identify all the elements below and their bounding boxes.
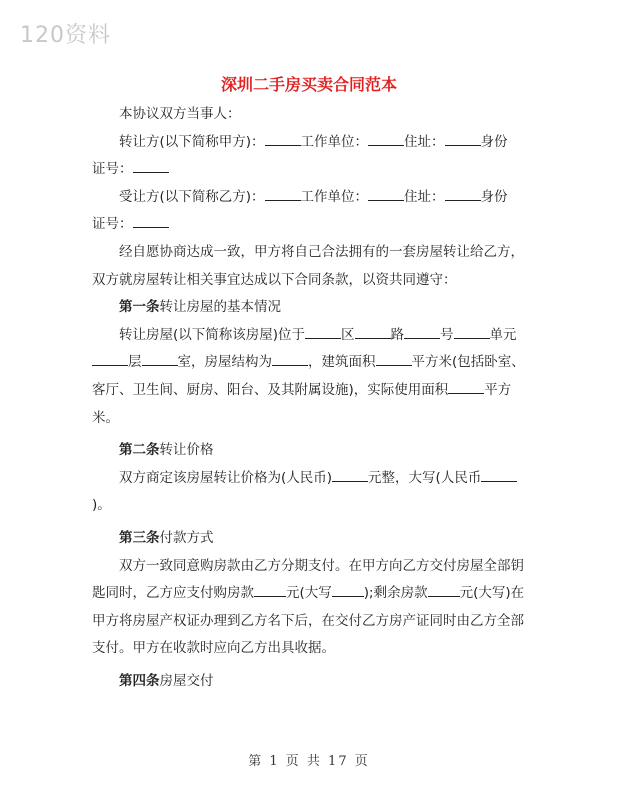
article-3-heading: 第三条付款方式 <box>119 529 214 546</box>
blank-field <box>368 186 404 201</box>
blank-field <box>133 158 169 173</box>
article-number: 第三条 <box>119 529 160 546</box>
article-2-body: 双方商定该房屋转让价格为(人民币) 元整，大写(人民币)。 <box>92 465 532 520</box>
blank-field <box>404 324 440 339</box>
document-title: 深圳二手房买卖合同范本 <box>220 75 397 94</box>
watermark-logo: 120资料 <box>20 23 111 48</box>
article-3-body: 双方一致同意购房款由乙方分期支付。在甲方向乙方交付房屋全部钥匙同时，乙方应支付购房款 元(大写 );剩余房款 元(大写)在甲方将房屋产权证办理到乙方名下后，在交付乙方房产证同时由乙方全部支付。甲方在收款时应向乙方出具收据。 <box>92 557 525 657</box>
parties-intro: 本协议双方当事人： <box>119 106 241 122</box>
blank-field <box>376 351 412 366</box>
transferee-id-line: 证号： <box>92 211 532 239</box>
blank-field <box>428 582 460 597</box>
blank-field <box>355 324 391 339</box>
transferee-line: 受让方(以下简称乙方)： 工作单位： 住址： 身份 <box>92 184 532 212</box>
blank-field <box>445 131 481 146</box>
blank-field <box>265 131 301 146</box>
article-number: 第四条 <box>119 672 160 689</box>
blank-field <box>265 186 301 201</box>
blank-field <box>481 467 517 482</box>
blank-field <box>254 582 286 597</box>
blank-field <box>448 379 484 394</box>
blank-field <box>133 213 169 228</box>
article-number: 第二条 <box>119 442 160 459</box>
page-footer: 第 1 页 共 17 页 <box>248 754 370 769</box>
blank-field <box>332 582 364 597</box>
article-1-heading: 第一条转让房屋的基本情况 <box>119 299 281 316</box>
article-2-heading: 第二条转让价格 <box>119 442 214 459</box>
transferor-line: 转让方(以下简称甲方)： 工作单位： 住址： 身份 <box>92 129 532 157</box>
article-number: 第一条 <box>119 299 160 316</box>
agreement-paragraph: 经自愿协商达成一致，甲方将自己合法拥有的一套房屋转让给乙方，双方就房屋转让相关事宜达成以下合同条款，以资共同遵守： <box>92 243 524 288</box>
document-body <box>92 101 532 695</box>
blank-field <box>445 186 481 201</box>
article-1-body: 转让房屋(以下简称该房屋)位于 区 路 号 单元层 室，房屋结构为 ，建筑面积 平方米(包括卧室、客厅、卫生间、厨房、阳台、及其附属设施)，实际使用面积 平方米。 <box>92 322 532 432</box>
blank-field <box>142 351 178 366</box>
blank-field <box>272 351 308 366</box>
transferor-id-line: 证号： <box>92 156 532 184</box>
blank-field <box>332 467 368 482</box>
blank-field <box>368 131 404 146</box>
article-4-heading: 第四条房屋交付 <box>119 672 214 689</box>
blank-field <box>454 324 490 339</box>
blank-field <box>92 351 128 366</box>
blank-field <box>305 324 341 339</box>
